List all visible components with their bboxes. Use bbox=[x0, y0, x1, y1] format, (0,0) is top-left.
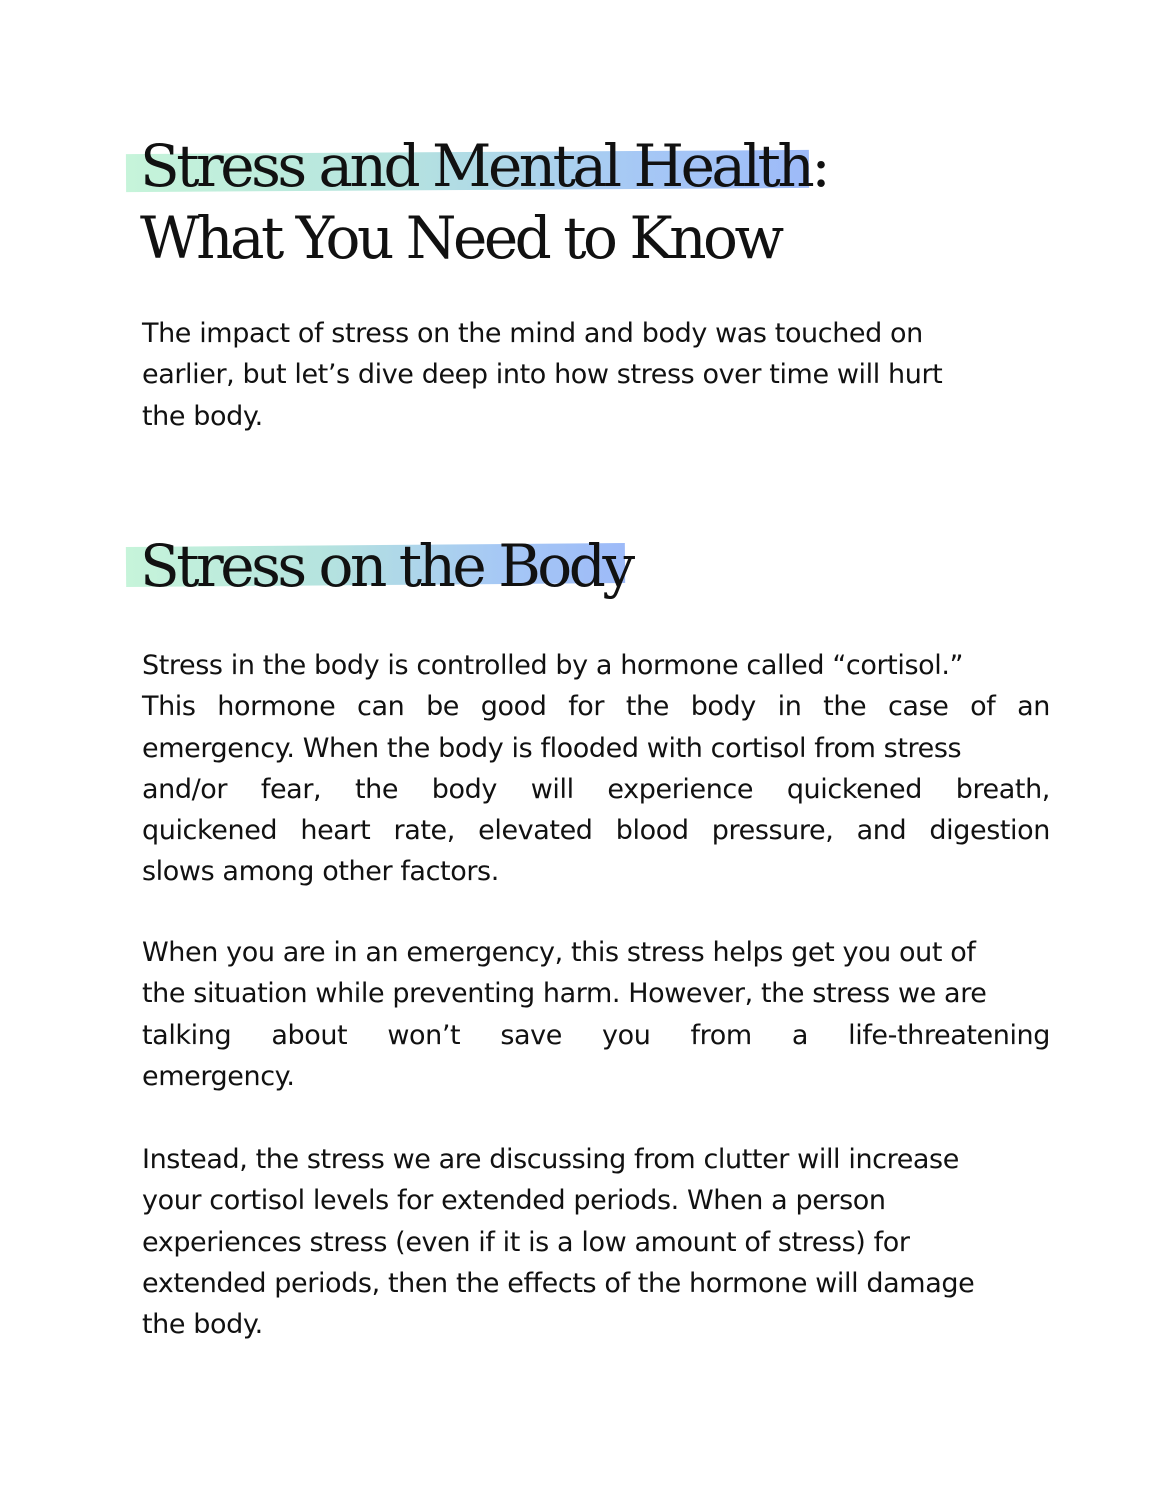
paragraph-line: When you are in an emergency, this stress helps get you out of bbox=[142, 937, 976, 968]
paragraph-line: Instead, the stress we are discussing from clutter will increase bbox=[142, 1144, 959, 1175]
paragraph-line: emergency. bbox=[142, 1060, 295, 1092]
section-heading-text: Stress on the Body bbox=[140, 532, 632, 600]
paragraph-line: Stress in the body is controlled by a hormone called “cortisol.” bbox=[142, 650, 964, 681]
paragraph-line: the body. bbox=[142, 1309, 263, 1341]
paragraph-line: quickened heart rate, elevated blood pressure, and digestion bbox=[142, 815, 1050, 847]
paragraph-line: your cortisol levels for extended periods. When a person bbox=[142, 1185, 886, 1217]
paragraph-line: This hormone can be good for the body in the case of an bbox=[142, 691, 1050, 723]
paragraph-line: the body. bbox=[142, 400, 263, 432]
body-paragraph-1 bbox=[142, 645, 1050, 893]
paragraph-line: and/or fear, the body will experience quickened breath, bbox=[142, 773, 1050, 805]
paragraph-line: earlier, but let’s dive deep into how stress over time will hurt bbox=[142, 359, 943, 391]
paragraph-line: talking about won’t save you from a life-threatening bbox=[142, 1019, 1050, 1051]
intro-paragraph bbox=[142, 313, 1050, 437]
main-heading-line-2-text: What You Need to Know bbox=[140, 204, 781, 272]
body-paragraph-3 bbox=[142, 1139, 1050, 1345]
section-heading-line bbox=[140, 530, 632, 602]
paragraph-line: extended periods, then the effects of the hormone will damage bbox=[142, 1267, 975, 1299]
main-heading-line-1 bbox=[140, 130, 827, 202]
paragraph-line: emergency. When the body is flooded with cortisol from stress bbox=[142, 732, 962, 764]
main-heading-line-2 bbox=[140, 202, 827, 274]
section-heading bbox=[140, 530, 632, 602]
body-paragraph-2 bbox=[142, 932, 1050, 1097]
paragraph-line: The impact of stress on the mind and body was touched on bbox=[142, 318, 923, 349]
paragraph-line: experiences stress (even if it is a low amount of stress) for bbox=[142, 1226, 910, 1258]
paragraph-line: the situation while preventing harm. However, the stress we are bbox=[142, 978, 987, 1010]
paragraph-line: slows among other factors. bbox=[142, 856, 499, 888]
main-heading-line-1-text: Stress and Mental Health: bbox=[140, 132, 828, 200]
main-heading bbox=[140, 130, 827, 274]
